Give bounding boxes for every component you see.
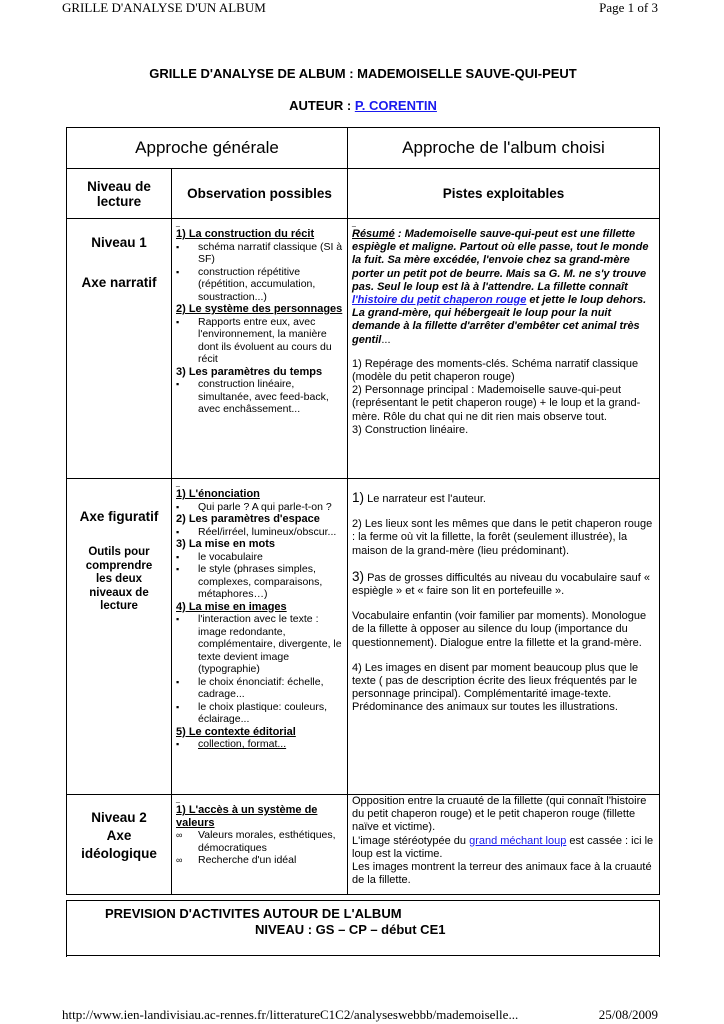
track-item: 4) Les images en disent par moment beaucoup plus que le texte ( pas de description écrite des lieux fréquentés par le personnage principal). Complémentarité image-texte. Prédominance des animaux sur toutes les illustrations.	[352, 661, 639, 714]
track-text: Pas de grosses difficultés au niveau du vocabulaire sauf « espiègle » et « faire son lit en portefeuille ».	[352, 571, 650, 598]
activity-forecast-box	[66, 900, 660, 957]
summary-text: et jette le loup dehors. La grand-mère, qui hébergeait le loup pour la nuit demande à la fillette d'arrêter d'embêter cet animal très gentil	[352, 294, 647, 346]
list-item: ▪ Rapports entre eux, avec l'environnement, la manière dont ils évoluent au cours du récit	[176, 316, 344, 366]
level-2-ideological-label: Niveau 2 Axe idéologique	[81, 810, 157, 861]
print-footer-date: 25/08/2009	[598, 1007, 658, 1022]
section-heading: 1) L'énonciation	[176, 488, 260, 500]
list-item: ▪ Réel/irréel, lumineux/obscur...	[176, 526, 344, 539]
list-item: ▪ le choix énonciatif: échelle, cadrage...	[176, 676, 344, 701]
browser-print-footer	[62, 1007, 658, 1024]
track-number: 3)	[352, 568, 365, 584]
header-album-approach: Approche de l'album choisi	[348, 128, 660, 169]
browser-print-header	[62, 0, 658, 18]
track-item: 1) Repérage des moments-clés. Schéma narratif classique (modèle du petit chaperon rouge)	[352, 357, 639, 384]
row3-level-cell	[67, 795, 172, 895]
chaperon-rouge-link[interactable]: l'histoire du petit chaperon rouge	[352, 294, 527, 307]
col-reading-level: Niveau de lecture	[67, 169, 172, 219]
section-heading: 1) La construction du récit	[176, 228, 315, 240]
level-1-label: Niveau 1	[91, 235, 147, 250]
forecast-level: NIVEAU : GS – CP – début CE1	[255, 922, 446, 937]
row3-tracks	[348, 795, 660, 895]
summary-label: Résumé	[352, 228, 395, 240]
forecast-title: PREVISION D'ACTIVITES AUTOUR DE L'ALBUM	[105, 906, 402, 921]
author-link[interactable]: P. CORENTIN	[354, 98, 437, 113]
print-page-number: Page 1 of 3	[599, 0, 658, 15]
track-number: 1)	[352, 490, 365, 505]
track-item: Vocabulaire enfantin (voir familier par moments). Monologue de la fillette à opposer au silence du loup (importance du questionnement). Dialogue entre la fillette et la grand-mère.	[352, 610, 647, 649]
section-heading: 5) Le contexte éditorial	[176, 725, 296, 738]
list-item: ▪ l'interaction avec le texte : image redondante, complémentaire, divergente, le texte devient image (typographie)	[176, 613, 344, 676]
track-item	[352, 835, 655, 861]
list-item: ▪ le vocabulaire	[176, 551, 344, 564]
section-heading: 3) Les paramètres du temps	[176, 365, 323, 378]
list-item: ∞ Recherche d'un idéal	[176, 854, 344, 867]
summary-paragraph	[352, 228, 655, 347]
row1-observations: _ 1) La construction du récit ▪ schéma narratif classique (SI à SF) ▪ construction répétitive (répétition, accumulation, soustraction...) 2) Le système des personnages ▪ Rapports entre eux, avec l'environnement, la manière dont ils évoluent au cours du récit 3) Les paramètres du temps ▪ construction linéaire, simultanée, avec feed-back, avec enchâssement...	[172, 219, 348, 479]
track-text: L'image stéréotypée du	[352, 834, 470, 847]
track-item: Opposition entre la cruauté de la fillette (qui connaît l'histoire du petit chaperon rouge) et le petit chaperon rouge (fillette naïve et victime).	[352, 795, 647, 834]
tools-label: Outils pour comprendre les deux niveaux de lecture	[85, 546, 153, 612]
track-item	[352, 570, 655, 598]
big-bad-wolf-link[interactable]: grand méchant loup	[469, 834, 567, 847]
summary-text: : Mademoiselle sauve-qui-peut est une fillette espiègle et maligne. Partout où elle passe, tout le monde la fuit. Sa mère excédée, l'envoie chez sa grand-mère porter un petit pot de beurre. Mais sa G. M. ne s'y trouve pas. Seul le loup est là à l'attendre. La fillette connaît	[352, 228, 649, 293]
col-exploitable-tracks: Pistes exploitables	[348, 169, 660, 219]
row1-tracks: _ Résumé : Mademoiselle sauve-qui-peut est une fillette espiègle et maligne. Partout où elle passe, tout le monde la fuit. Sa mère excédée, l'envoie chez sa grand-mère porter un petit pot de beurre. Mais sa G. M. ne s'y trouve pas. Seul le loup est là à l'attendre. La fillette connaît l'histoire du petit chaperon rouge et jette le loup dehors. La grand-mère, qui hébergeait le loup pour la nuit demande à la fillette d'arrêter d'embêter cet animal très gentil... 1) Repérage des moments-clés. Schéma narratif classique (modèle du petit chaperon rouge) 2) Personnage principal : Mademoiselle sauve-qui-peut (représentant le petit chaperon rouge) + le loup et la grand- mère. Rôle du chat qui ne dit rien mais observe tout. 3) Construction linéaire.	[348, 219, 660, 479]
track-item: 2) Personnage principal : Mademoiselle sauve-qui-peut (représentant le petit chaperon rouge) + le loup et la grand- mère. Rôle du chat qui ne dit rien mais observe tout.	[352, 384, 641, 423]
col-possible-observations: Observation possibles	[172, 169, 348, 219]
track-item: 3) Construction linéaire.	[352, 423, 469, 436]
row3-observations: _ 1) L'accès à un système de valeurs ∞ Valeurs morales, esthétiques, démocratiques ∞ Recherche d'un idéal	[172, 795, 348, 895]
track-text: Le narrateur est l'auteur.	[364, 493, 486, 505]
divider	[67, 955, 659, 956]
section-heading: 4) La mise en images	[176, 600, 287, 613]
track-item: 2) Les lieux sont les mêmes que dans le petit chaperon rouge : la ferme où vit la fillette, la forêt (seulement illustrée), la maison de la grand-mère (lieu prédominant).	[352, 518, 653, 557]
print-header-title: GRILLE D'ANALYSE D'UN ALBUM	[62, 0, 266, 15]
header-general-approach: Approche générale	[67, 128, 348, 169]
document-title: GRILLE D'ANALYSE DE ALBUM : MADEMOISELLE SAUVE-QUI-PEUT	[149, 66, 577, 81]
axis-figurative-label: Axe figuratif	[79, 509, 159, 524]
summary-ellipsis: ...	[381, 333, 391, 346]
row2-level-cell	[67, 479, 172, 795]
analysis-table	[66, 127, 660, 895]
section-heading: 1) L'accès à un système de valeurs	[176, 804, 318, 829]
track-item	[352, 491, 655, 506]
author-label: AUTEUR :	[289, 98, 352, 113]
list-item: ▪ Qui parle ? A qui parle-t-on ?	[176, 501, 344, 514]
row1-level-cell	[67, 219, 172, 479]
row2-observations: _ 1) L'énonciation ▪ Qui parle ? A qui parle-t-on ? 2) Les paramètres d'espace ▪ Réel/irréel, lumineux/obscur... 3) La mise en mots ▪ le vocabulaire ▪ le style (phrases simples, complexes, comparaisons, métaphores…) 4) La mise en images ▪ l'interaction avec le texte : image redondante, complémentaire, divergente, le texte devient image (typographie) ▪ le choix énonciatif: échelle, cadrage... ▪ le choix plastique: couleurs, éclairage... 5) Le contexte éditorial ▪ collection, format...	[172, 479, 348, 795]
section-heading: 2) Le système des personnages	[176, 303, 343, 315]
track-item: Les images montrent la terreur des animaux face à la cruauté de la fillette.	[352, 861, 652, 887]
section-heading: 2) Les paramètres d'espace	[176, 513, 320, 525]
track-text: est cassée : ici le loup est la victime.	[352, 834, 654, 860]
axis-narrative-label: Axe narratif	[81, 275, 157, 290]
print-footer-url: http://www.ien-landivisiau.ac-rennes.fr/litteratureC1C2/analyseswebbb/mademoiselle...	[62, 1007, 519, 1022]
list-item: ▪ le style (phrases simples, complexes, comparaisons, métaphores…)	[176, 563, 344, 601]
list-item: ∞ Valeurs morales, esthétiques, démocratiques	[176, 829, 344, 854]
author-line	[66, 98, 660, 113]
list-item: ▪ le choix plastique: couleurs, éclairage...	[176, 701, 344, 726]
list-item: ▪ construction répétitive (répétition, accumulation, soustraction...)	[176, 266, 344, 304]
list-item: ▪ schéma narratif classique (SI à SF)	[176, 241, 344, 266]
row2-tracks	[348, 479, 660, 795]
list-item: ▪ collection, format...	[176, 738, 344, 751]
list-item: ▪ construction linéaire, simultanée, avec feed-back, avec enchâssement...	[176, 378, 344, 416]
section-heading: 3) La mise en mots	[176, 538, 276, 550]
